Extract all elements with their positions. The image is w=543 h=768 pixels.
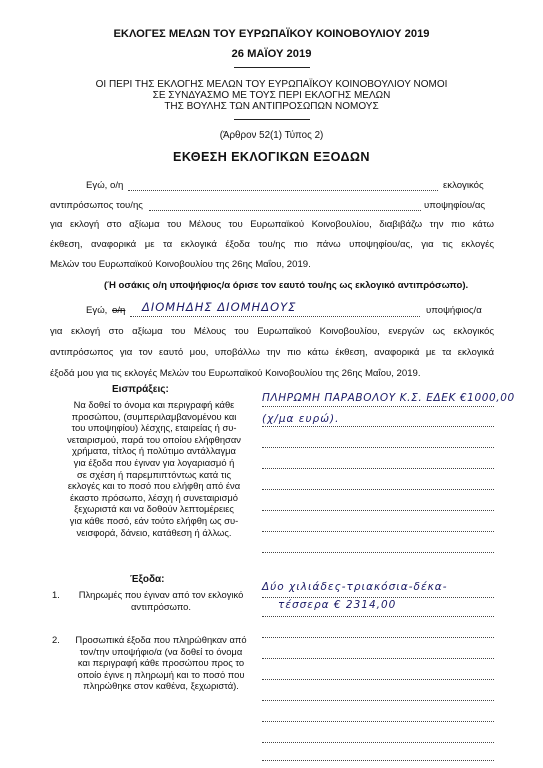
income-line: [262, 531, 494, 532]
report-title: ΕΚΘΕΣΗ ΕΚΛΟΓΙΚΩΝ ΕΞΟΔΩΝ: [173, 150, 370, 164]
expenses-heading: Έξοδα:: [130, 574, 165, 585]
income-desc-line: εκλογές και το ποσό που ελήφθη από ένα: [67, 480, 241, 492]
election-title: ΕΚΛΟΓΕΣ ΜΕΛΩΝ ΤΟΥ ΕΥΡΩΠΑΪΚΟΥ ΚΟΙΝΟΒΟΥΛΙΟΥ 2019: [113, 28, 430, 40]
law-divider: [234, 119, 310, 120]
para1-line5: Μελών του Ευρωπαϊκού Κοινοβουλίου της 26ης Μαΐου, 2019.: [50, 259, 311, 270]
income-line: [262, 552, 494, 553]
expense-item-2-number: 2.: [52, 634, 60, 645]
expense-item-1-description: [70, 589, 252, 612]
para2-end: υποψήφιος/α: [426, 305, 482, 316]
handwritten-candidate-name: ΔΙΟΜΗΔΗΣ ΔΙΟΜΗΔΟΥΣ: [142, 300, 297, 314]
handwritten-expense-words: Δύο χιλιάδες-τριακόσια-δέκα-: [262, 581, 448, 593]
expense-line: [262, 700, 494, 701]
para1-line1-end: εκλογικός: [443, 180, 484, 191]
income-desc-line: προσώπου, (συμπεριλαμβανομένου και: [71, 410, 237, 422]
law-line-2: ΣΕ ΣΥΝΔΥΑΣΜΟ ΜΕ ΤΟΥΣ ΠΕΡΙ ΕΚΛΟΓΗΣ ΜΕΛΩΝ: [152, 90, 391, 101]
candidate-name-line: [130, 316, 420, 317]
income-line: [262, 447, 494, 448]
handwritten-expense-amount: τέσσερα € 2314,00: [278, 599, 397, 611]
income-line: [262, 426, 494, 427]
income-desc-line: για κάθε ποσό, εάν τούτο ελήφθη ως συ-: [69, 514, 239, 526]
para1-line4: έκθεση, αναφορικά με τα εκλογικά έξοδα του/ης πιο πάνω υποψηφίου/ας, για τις εκλογές: [50, 239, 494, 250]
income-desc-line: του υποψηφίου) λέσχης, εταιρείας ή συ-: [71, 422, 237, 434]
para1-line1-start: Εγώ, ο/η: [86, 180, 124, 191]
para1-line2-start: αντιπρόσωπος του/ης: [50, 200, 143, 211]
expense-line: [262, 721, 494, 722]
income-line: [262, 468, 494, 469]
para1-line3: για εκλογή στο αξίωμα του Μέλους του Ευρωπαϊκού Κοινοβουλίου, διαβιβάζω την πιο κάτω: [50, 219, 494, 230]
expense-item-2-line: πληρώθηκε στον καθένα, ξεχωριστά).: [83, 680, 239, 692]
para2-line2: για εκλογή στο αξίωμα του Μέλους του Ευρωπαϊκού Κοινοβουλίου, ενεργών ως εκλογικός: [50, 326, 494, 337]
expense-item-2-line: οποίο έγινε η πληρωμή και το ποσό που: [77, 668, 245, 680]
expense-item-2-line: και περιγραφή κάθε προσώπου προς το: [77, 657, 245, 669]
struck-pronoun: ο/η: [112, 305, 126, 316]
expense-item-2-line: τον/την υποψήφιο/α (να δοθεί το όνομα: [79, 645, 243, 657]
self-agent-note: (Ή οσάκις ο/η υποψήφιος/α όρισε τον εαυτό του/ης ως εκλογικό αντιπρόσωπο).: [104, 280, 469, 291]
income-desc-line: χρήματα, τίτλος ή πολύτιμο αντάλλαγμα: [72, 445, 236, 457]
expense-item-2-line: Προσωπικά έξοδα που πληρώθηκαν από: [75, 634, 247, 645]
income-desc-line: έκαστο πρόσωπο, λέσχη ή συνεταιρισμό: [70, 491, 238, 503]
para2-line4: έξοδά μου για τις εκλογές Μελών του Ευρωπαϊκού Κοινοβουλίου της 26ης Μαΐου, 2019.: [50, 368, 421, 379]
handwritten-income-entry: ΠΛΗΡΩΜΗ ΠΑΡΑΒΟΛΟΥ Κ.Σ. ΕΔΕΚ €1000,00: [262, 392, 515, 404]
expense-line: [262, 658, 494, 659]
income-desc-line: νεταιρισμού, παρά του οποίου ελήφθησαν: [67, 433, 241, 445]
income-desc-line: νεισφορά, δάνειο, κατάθεση ή άλλως.: [76, 526, 232, 538]
law-reference: [0, 79, 543, 112]
income-desc-line: ξεχωριστά και να δοθούν λεπτομέρειες: [74, 503, 234, 515]
expense-item-1-line: αντιπρόσωπο.: [130, 600, 192, 612]
agent-name-field: [128, 190, 438, 191]
expense-item-1-line: Πληρωμές που έγιναν από τον εκλογικό: [78, 589, 244, 600]
para2-line3: αντιπρόσωπος για τον εαυτό μου, υποβάλλω την πιο κάτω έκθεση, αναφορικά με τα εκλογικά: [50, 347, 494, 358]
income-line: [262, 510, 494, 511]
expense-line: [262, 597, 494, 598]
income-desc-line: Να δοθεί το όνομα και περιγραφή κάθε: [73, 399, 235, 410]
expense-item-1-number: 1.: [52, 589, 60, 600]
election-date: 26 ΜΑΪΟΥ 2019: [231, 48, 312, 60]
income-desc-line: σε σχέση ή παρεμπιπτόντως κατά τις: [76, 468, 232, 480]
law-line-3: ΤΗΣ ΒΟΥΛΗΣ ΤΩΝ ΑΝΤΙΠΡΟΣΩΠΩΝ ΝΟΜΟΥΣ: [164, 101, 379, 112]
expense-line: [262, 679, 494, 680]
handwritten-income-amount-words: (χ/μα ευρώ).: [262, 413, 340, 425]
expense-line: [262, 742, 494, 743]
income-heading: Εισπράξεις:: [112, 384, 169, 395]
expense-line: [262, 616, 494, 617]
law-line-1: ΟΙ ΠΕΡΙ ΤΗΣ ΕΚΛΟΓΗΣ ΜΕΛΩΝ ΤΟΥ ΕΥΡΩΠΑΪΚΟΥ ΚΟΙΝΟΒΟΥΛΙΟΥ ΝΟΜΟΙ: [95, 79, 448, 90]
income-line: [262, 489, 494, 490]
expense-item-2-description: [70, 634, 252, 692]
expense-line: [262, 760, 494, 761]
para1-line2-end: υποψηφίου/ας: [424, 200, 486, 211]
income-line: [262, 406, 494, 407]
article-reference: (Άρθρον 52(1) Τύπος 2): [219, 130, 324, 141]
header-divider: [234, 67, 310, 68]
income-desc-line: για έξοδα που έγιναν για λογαριασμό ή: [73, 456, 235, 468]
candidate-name-field: [149, 210, 421, 211]
expense-line: [262, 637, 494, 638]
income-description: [52, 399, 256, 538]
para2-start: Εγώ,: [86, 305, 108, 316]
